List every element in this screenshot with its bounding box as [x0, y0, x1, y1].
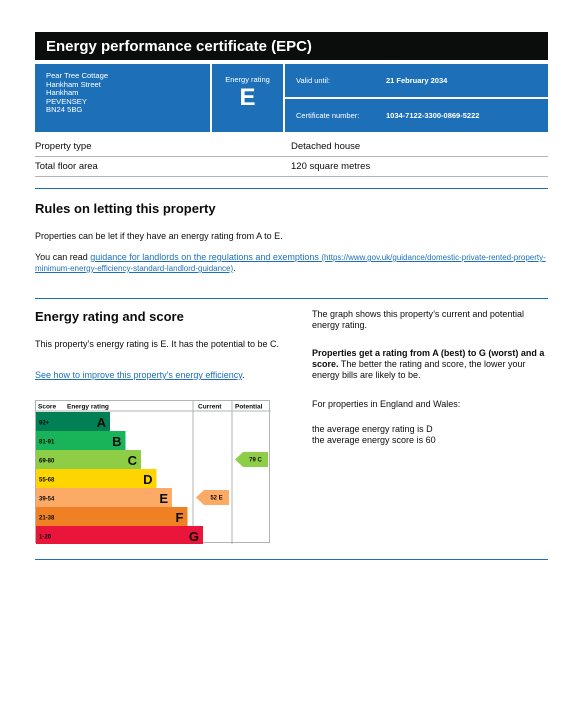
valid-until-label: Valid until: [296, 76, 331, 85]
score-range-label: 92+ [39, 420, 50, 427]
address-block [35, 64, 210, 132]
energy-rating-chart [35, 400, 270, 543]
energy-rating-value: E [239, 84, 256, 111]
rating-band-bar [64, 526, 203, 544]
score-range-label: 1-20 [39, 534, 52, 541]
rating-band-letter: E [159, 491, 168, 506]
epc-page [35, 32, 548, 560]
valid-until-value: 21 February 2034 [386, 76, 448, 85]
score-right-column [295, 309, 548, 543]
rating-band-letter: D [143, 472, 153, 487]
letting-heading: Rules on letting this property [35, 201, 216, 216]
address-line: Hankham Street [46, 79, 101, 89]
score-heading: Energy rating and score [35, 309, 184, 324]
page-title: Energy performance certificate (EPC) [35, 32, 548, 60]
certificate-number-row [285, 97, 548, 132]
floor-area-label: Total floor area [35, 161, 98, 172]
address-line: Hankham [46, 88, 79, 98]
property-table [35, 137, 548, 177]
current-rating-label: 52 E [210, 495, 223, 502]
column-header: Current [198, 403, 222, 411]
rating-band-letter: A [96, 415, 106, 430]
rating-band-letter: B [112, 434, 122, 449]
score-intro: This property’s energy rating is E. It has the potential to be C. [35, 339, 279, 349]
property-type-value: Detached house [291, 141, 361, 152]
floor-area-value: 120 square metres [291, 161, 371, 172]
section-divider [35, 188, 548, 189]
certificate-number-value: 1034-7122-3300-0869-5222 [386, 111, 480, 120]
address-line: BN24 5BG [46, 105, 83, 115]
column-header: Score [38, 403, 57, 411]
rating-band-letter: G [188, 529, 199, 544]
average-score: the average energy score is 60 [312, 435, 436, 445]
improve-efficiency-link[interactable]: See how to improve this property’s energy efficiency [35, 370, 243, 380]
rating-band-bar [64, 507, 188, 526]
rating-band-letter: F [175, 510, 184, 525]
energy-score-section [35, 309, 548, 543]
letting-guidance-para: You can read guidance for landlords on the regulations and exemptions (https://www.gov.uk/guidance/domestic-private-rented-property-minimum-energy-efficiency-standard-landlord-guidance). [35, 252, 546, 273]
score-left-column [35, 309, 295, 543]
section-divider [35, 559, 548, 560]
column-header: Energy rating [67, 403, 109, 411]
rating-explainer: Properties get a rating from A (best) to G (worst) and a score. The better the rating and score, the lower your energy bills are likely to be. [312, 348, 545, 380]
column-header: Potential [235, 403, 263, 411]
graph-explainer: The graph shows this property’s current and potential energy rating. [312, 309, 524, 330]
summary-box [35, 64, 548, 132]
valid-until-row [285, 64, 548, 97]
landlord-guidance-link[interactable]: guidance for landlords on the regulations and exemptions (https://www.gov.uk/guidance/domestic-private-rented-property-minimum-energy-efficiency-standard-landlord-guidance) [35, 252, 546, 273]
rating-band-letter: C [127, 453, 137, 468]
average-rating: the average energy rating is D [312, 424, 433, 434]
score-range-label: 21-38 [39, 515, 55, 522]
score-range-label: 55-68 [39, 477, 55, 484]
score-range-label: 81-91 [39, 439, 55, 446]
address-line: PEVENSEY [46, 96, 87, 106]
certificate-number-label: Certificate number: [296, 111, 360, 120]
energy-rating-cell [210, 64, 285, 132]
certificate-meta [285, 64, 548, 132]
potential-rating-label: 79 C [249, 457, 262, 464]
score-range-label: 69-80 [39, 458, 55, 465]
address-line: Pear Tree Cottage [46, 71, 109, 80]
property-type-label: Property type [35, 141, 92, 152]
rating-band-bar [64, 488, 172, 507]
section-divider [35, 298, 548, 299]
improve-para: See how to improve this property’s energy efficiency. [35, 370, 245, 380]
property-type-row [35, 137, 548, 157]
floor-area-row [35, 157, 548, 177]
score-range-label: 39-54 [39, 496, 55, 503]
energy-rating-graph [36, 401, 271, 544]
letting-para: Properties can be let if they have an energy rating from A to E. [35, 231, 283, 241]
energy-rating-label: Energy rating [225, 75, 270, 84]
letting-section [35, 201, 548, 274]
region-note: For properties in England and Wales: [312, 399, 461, 409]
